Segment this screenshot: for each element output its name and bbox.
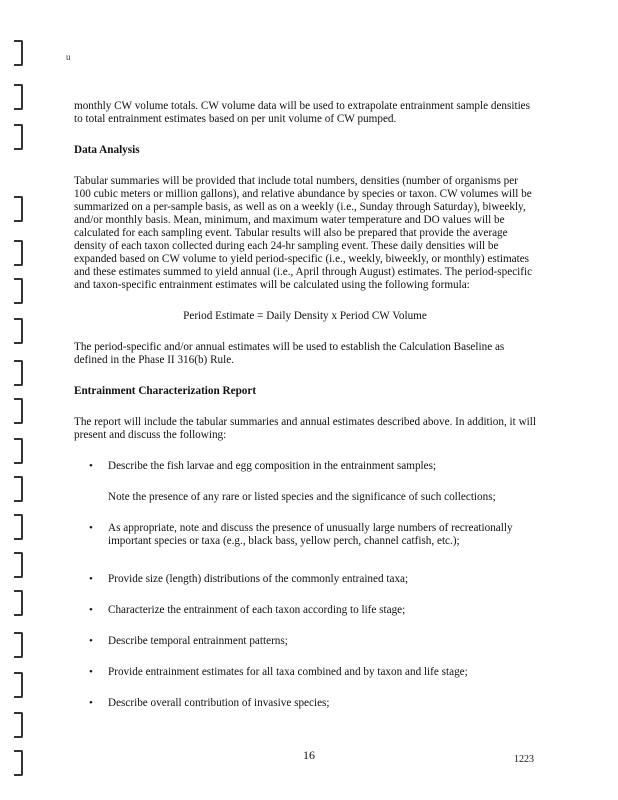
- report-bullet-list: [74, 460, 536, 473]
- bullet-icon: •: [89, 666, 93, 678]
- list-item: • Provide entrainment estimates for all taxa combined and by taxon and life stage;: [89, 666, 468, 678]
- bullet-icon: •: [89, 604, 93, 616]
- heading-data-analysis: Data Analysis: [74, 144, 140, 156]
- data-analysis-paragraph: Tabular summaries will be provided that include total numbers, densities (number of organisms per 100 cubic meters or million gallons), and relative abundance by species or taxon. CW volumes will be summarized on a per-sample basis, as well as on a weekly (i.e., Sunday through Saturday), biweekly, and/or monthly basis. Mean, minimum, and maximum water temperature and DO values will be calculated for each sampling event. Tabular results will also be prepared that provide the average density of each taxon collected during each 24-hr sampling event. These daily densities will be expanded based on CW volume to yield period-specific (i.e., weekly, biweekly, or monthly) estimates and these estimates summed to yield annual (i.e., April through August) estimates. The period-specific and taxon-specific entrainment estimates will be calculated using the following formula:: [74, 175, 533, 291]
- list-item: • Characterize the entrainment of each taxon according to life stage;: [89, 604, 406, 616]
- binder-hole-marks: [14, 40, 26, 780]
- binder-mark: [14, 552, 23, 578]
- calculation-baseline-paragraph: The period-specific and/or annual estimates will be used to establish the Calculation Baseline as defined in the Phase II 316(b) Rule.: [74, 341, 505, 366]
- scan-speck: u: [66, 52, 71, 62]
- report-bullet-list-continued: [74, 522, 536, 710]
- list-item: • Describe temporal entrainment patterns;: [89, 635, 288, 647]
- list-item: • As appropriate, note and discuss the presence of unusually large numbers of recreationally important species or taxa (e.g., black bass, yellow perch, channel catfish, etc.);: [89, 522, 513, 547]
- binder-mark: [14, 632, 23, 658]
- binder-mark: [14, 318, 23, 344]
- bullet-icon: •: [89, 697, 93, 709]
- binder-mark: [14, 84, 23, 110]
- period-estimate-formula: Period Estimate = Daily Density x Period CW Volume: [183, 310, 427, 322]
- binder-mark: [14, 196, 23, 222]
- rare-species-note: Note the presence of any rare or listed species and the significance of such collections;: [108, 491, 496, 503]
- document-code: 1223: [514, 754, 534, 765]
- document-body: [74, 100, 536, 710]
- list-item: • Describe overall contribution of invasive species;: [89, 697, 330, 709]
- binder-mark: [14, 240, 23, 266]
- intro-paragraph: monthly CW volume totals. CW volume data will be used to extrapolate entrainment sample densities to total entrainment estimates based on per unit volume of CW pumped.: [74, 100, 531, 125]
- page-number: 16: [303, 748, 315, 762]
- binder-mark: [14, 278, 23, 304]
- report-intro-paragraph: The report will include the tabular summaries and annual estimates described above. In addition, it will present and discuss the following:: [74, 416, 536, 441]
- binder-mark: [14, 476, 23, 502]
- bullet-icon: •: [89, 522, 93, 534]
- binder-mark: [14, 590, 23, 616]
- binder-mark: [14, 398, 23, 424]
- bullet-icon: •: [89, 460, 93, 472]
- binder-mark: [14, 438, 23, 464]
- binder-mark: [14, 124, 23, 150]
- binder-mark: [14, 712, 23, 738]
- binder-mark: [14, 40, 23, 66]
- binder-mark: [14, 672, 23, 698]
- bullet-icon: •: [89, 635, 93, 647]
- heading-entrainment-report: Entrainment Characterization Report: [74, 385, 257, 397]
- list-item: • Provide size (length) distributions of the commonly entrained taxa;: [89, 573, 409, 585]
- bullet-icon: •: [89, 573, 93, 585]
- binder-mark: [14, 360, 23, 386]
- list-item: • Describe the fish larvae and egg composition in the entrainment samples;: [89, 460, 437, 472]
- binder-mark: [14, 514, 23, 540]
